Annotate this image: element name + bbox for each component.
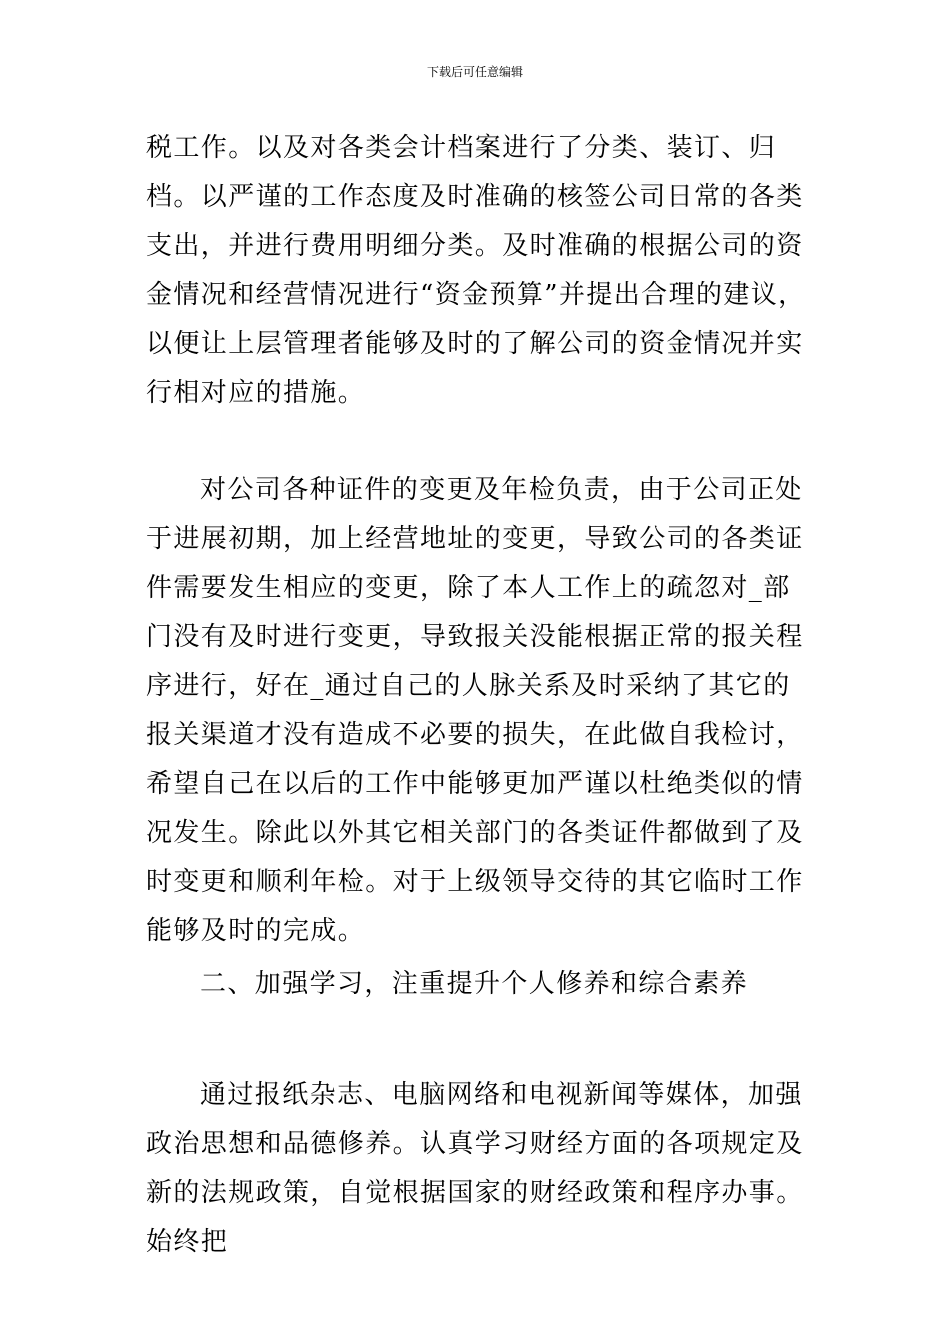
paragraph-accounting-work: 税工作。以及对各类会计档案进行了分类、装订、归档。以严谨的工作态度及时准确的核签公司日常的各类支出，并进行费用明细分类。及时准确的根据公司的资金情况和经营情况进行“资金预算”并提出合理的建议，以便让上层管理者能够及时的了解公司的资金情况并实行相对应的措施。 [146, 133, 806, 408]
paragraph-certificates: 对公司各种证件的变更及年检负责，由于公司正处于进展初期，加上经营地址的变更，导致公司的各类证件需要发生相应的变更，除了本人工作上的疏忽对_部门没有及时进行变更，导致报关没能根据正常的报关程序进行，好在_通过自己的人脉关系及时采纳了其它的报关渠道才没有造成不必要的损失，在此做自我检讨，希望自己在以后的工作中能够更加严谨以杜绝类似的情况发生。除此以外其它相关部门的各类证件都做到了及时变更和顺利年检。对于上级领导交待的其它临时工作能够及时的完成。 [146, 475, 804, 946]
page-header: 下载后可任意编辑 [426, 65, 523, 79]
section-heading-learning: 二、加强学习，注重提升个人修养和综合素养 [200, 969, 749, 999]
paragraph-study: 通过报纸杂志、电脑网络和电视新闻等媒体，加强政治思想和品德修养。认真学习财经方面的各项规定及新的法规政策，自觉根据国家的财经政策和程序办事。始终把 [146, 1080, 804, 1257]
